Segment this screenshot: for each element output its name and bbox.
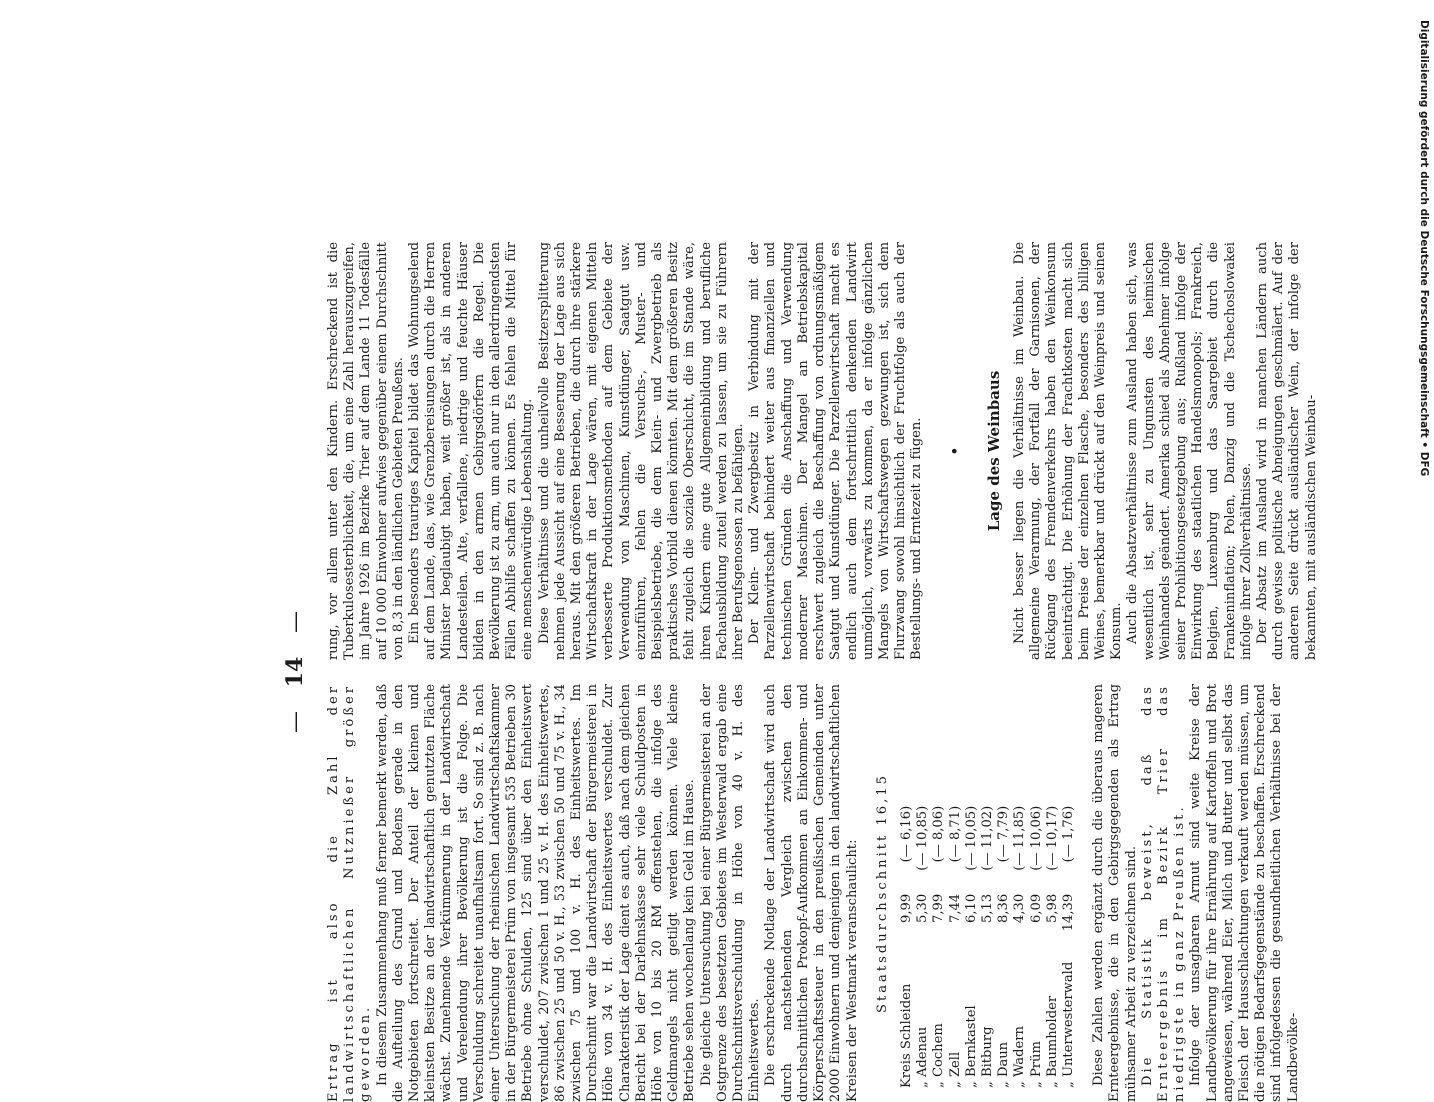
table-cell-diff: (— 8,71)	[947, 805, 963, 863]
stat-title: Staatsdurchschnitt 16,15	[874, 773, 890, 1013]
table-cell-name: „ Cochem	[931, 1023, 947, 1088]
table-row	[915, 802, 931, 1092]
table-cell-value: 9,99	[898, 893, 914, 923]
table-cell-diff: (— 10,17)	[1044, 805, 1060, 871]
right-paragraph-5: Nicht besser liegen die Verhältnisse im Weinbau. Die allgemeine Verarmung, der Fortfall der Garnisonen, der Rückgang des Fremdenverkehrs haben den Weinkonsum beeinträchtigt. Die Erhöhung der Frachtkosten macht sich beim Preise der einzelnen Flasche, besonders des billigen Weines, bemerkbar und drückt auf den Weinpreis und seinen Konsum.	[1011, 242, 1125, 660]
table-cell-value: 5,13	[979, 893, 995, 923]
table-cell-name: „ Wadern	[1012, 1026, 1028, 1088]
left-paragraph-7: Infolge der unsagbaren Armut sind weite Kreise der Landbevölkerung für ihre Ernährung auf Kartoffeln und Brot angewiesen, während Eier, Milch und Butter und selbst das Fleisch der Hausschlachtungen verkauft werden müssen, um die nötigen Bedarfsgegenstände zu beschaffen. Erschreckend sind infolgedessen die gesundheitlichen Verhältnisse bei der Landbevölke-	[1188, 684, 1301, 1102]
right-paragraph-7: Der Absatz im Ausland wird in manchen Ländern auch durch gewisse politische Abneigungen geschmälert. Auf der anderen Seite drückt ausländischer Wein, der infolge der bekannten, mit ausländischen Weinbau-	[1254, 242, 1319, 660]
table-row	[1029, 802, 1045, 1092]
page-header	[282, 242, 322, 1102]
table-cell-name: „ Baumholder	[1044, 995, 1060, 1088]
tax-table	[899, 802, 1077, 1092]
right-paragraph-6: Auch die Absatzverhältnisse zum Ausland haben sich, was wesentlich ist, sehr zu Ungunsten des heimischen Weinhandels geändert. Amerika schied als Abnehmer infolge seiner Prohibitionsgesetzgebung aus; Rußland infolge der Einwirkung des staatlichen Handelsmonopols; Frankreich, Belgien, Luxemburg und das Saargebiet durch die Frankeninflation; Polen, Danzig und die Tschechoslowakei infolge ihrer Zollverhältnisse.	[1125, 242, 1254, 660]
right-paragraph-2: Ein besonders trauriges Kapitel bildet das Wohnungselend auf dem Lande, das, wie Grenzbereisungen durch die Herren Minister beglaubigt haben, weit größer ist, als in anderen Landesteilen. Alte, verfallene, niedrige und feuchte Häuser bilden in den armen Gebirgsdörfern die Regel. Die Bevölkerung ist zu arm, um auch nur in den allerdringendsten Fällen Abhilfe schaffen zu können. Es fehlen die Mittel für eine menschenwürdige Lebenshaltung.	[407, 242, 536, 660]
table-row	[1012, 802, 1028, 1092]
table-cell-diff: (— 1,76)	[1060, 805, 1076, 863]
table-cell-diff: (— 10,05)	[963, 805, 979, 871]
table-row	[964, 802, 980, 1092]
table-cell-value: 6,09	[1028, 893, 1044, 923]
table-cell-value: 7,44	[947, 893, 963, 923]
separator-dot: •	[947, 446, 963, 456]
table-cell-value: 8,36	[996, 893, 1012, 923]
table-cell-name: „ Bernkastel	[963, 1005, 979, 1088]
table-row	[996, 802, 1012, 1092]
left-paragraph-4: Die erschreckende Notlage der Landwirtschaft wird auch durch nachstehenden Vergleich zwischen den durchschnittlichen Prokopf-Aufkommen an Einkommen- und Körperschaftssteuer in den preußischen Gemeinden unter 2000 Einwohnern und demjenigen in den landwirtschaftlichen Kreisen der Westmark veranschaulicht:	[763, 684, 860, 1102]
left-paragraph-1: Ertrag ist also die Zahl der landwirtschaftlichen Nutznießer größer geworden.	[326, 684, 374, 1102]
table-row	[980, 802, 996, 1092]
table-cell-diff: (— 10,06)	[1028, 805, 1044, 871]
right-paragraph-1: rung, vor allem unter den Kindern. Erschreckend ist die Tuberkulosesterblichkeit, die, um eine Zahl herauszugreifen, im Jahre 1926 im Bezirke Trier auf dem Lande 11 Todesfälle auf 10 000 Einwohner aufwies gegenüber einem Durchschnitt von 8,3 in den ländlichen Gebieten Preußens.	[326, 242, 406, 660]
right-paragraph-3: Diese Verhältnisse und die unheilvolle Besitzersplitterung nehmen jede Aussicht auf eine Besserung der Lage aus sich heraus. Mit den größeren Betrieben, die durch ihre stärkere Wirtschaftskraft in der Lage wären, mit eigenen Mitteln verbesserte Produktionsmethoden auf dem Gebiete der Verwendung von Maschinen, Kunstdünger, Saatgut usw. einzuführen, fehlen die Versuchs-, Muster- und Beispielsbetriebe, die dem Klein- und Zwergbetrieb als praktisches Vorbild dienen könnten. Mit dem größeren Besitz fehlt zugleich die soziale Oberschicht, die im Stande wäre, ihren Kindern eine gute Allgemeinbildung und berufliche Fachausbildung zuteil werden zu lassen, um sie zu Führern ihrer Berufsgenossen zu befähigen.	[536, 242, 747, 660]
table-cell-name: „ Adenau	[915, 1026, 931, 1088]
table-cell-value: 7,99	[931, 893, 947, 923]
left-paragraph-5: Diese Zahlen werden ergänzt durch die überaus mageren Ernteergebnisse, die in den Gebirgsgegenden als Ertrag mühsamer Arbeit zu verzeichnen sind.	[1091, 684, 1139, 1102]
table-cell-name: „ Bitburg	[979, 1026, 995, 1088]
table-cell-diff: (— 11,85)	[1012, 805, 1028, 871]
right-column	[326, 242, 1434, 660]
table-cell-value: 5,98	[1044, 893, 1060, 923]
table-cell-name: „ Daun	[996, 1041, 1012, 1088]
table-cell-diff: (— 7,79)	[996, 805, 1012, 863]
table-cell-diff: (— 8,06)	[931, 805, 947, 863]
header-dash-right: —	[283, 611, 308, 634]
table-cell-name: „ Prüm	[1028, 1041, 1044, 1088]
left-paragraph-6: Die Statistik beweist, daß das Ernteergebnis im Bezirk Trier das niedrigste in ganz Preußen ist.	[1139, 684, 1188, 1102]
table-cell-diff: (— 10,85)	[915, 805, 931, 871]
document-page	[282, 242, 1434, 1102]
table-cell-value: 5,30	[915, 893, 931, 923]
left-paragraph-3: Die gleiche Untersuchung bei einer Bürgermeisterei an der Ostgrenze des besetzten Gebietes im Westerwald ergab eine Durchschnittsverschuldung in Höhe von 40 v. H. des Einheitswertes.	[698, 684, 763, 1102]
table-cell-diff: (— 11,02)	[979, 805, 995, 871]
table-cell-name: Kreis Schleiden	[898, 983, 914, 1088]
left-column	[326, 684, 1434, 1102]
table-row	[1045, 802, 1061, 1092]
table-row	[1061, 802, 1077, 1092]
page-number: 14	[282, 656, 308, 688]
table-cell-value: 4,30	[1012, 893, 1028, 923]
table-cell-diff: (— 6,16)	[898, 805, 914, 863]
table-row	[948, 802, 964, 1092]
right-paragraph-4: Der Klein- und Zwergbesitz in Verbindung mit der Parzellenwirtschaft behindert weiter aus finanziellen und technischen Gründen die Anschaffung und Verwendung moderner Maschinen. Der Mangel an Betriebskapital erschwert zugleich die Beschaffung von ordnungsmäßigem Saatgut und Kunstdünger. Die Parzellenwirtschaft macht es endlich auch dem fortschrittlich denkenden Landwirt unmöglich, vorwärts zu kommen, da er infolge gänzlichen Mangels von Wirtschaftswegen gezwungen ist, sich dem Flurzwang sowohl hinsichtlich der Fruchtfolge als auch der Bestellungs- und Erntezeit zu fügen.	[747, 242, 925, 660]
header-dash-left: —	[283, 710, 308, 733]
table-row	[931, 802, 947, 1092]
table-cell-value: 14,39	[1060, 893, 1076, 932]
left-paragraph-2: In diesem Zusammenhang muß ferner bemerkt werden, daß die Aufteilung des Grund und Bodens gerade in den Notgebieten fortschreitet. Der Anteil der kleinen und kleinsten Besitze an der landwirtschaftlich genutzten Fläche wächst. Zunehmende Verkümmerung in der Landwirtschaft und Verelendung ihrer Bevölkerung ist die Folge. Die Verschuldung schreitet unaufhaltsam fort. So sind z. B. nach einer Untersuchung der rheinischen Landwirtschaftskammer in der Bürgermeisterei Prüm von insgesamt 535 Betrieben 30 Betriebe ohne Schulden, 125 sind über den Einheitswert verschuldet, 207 zwischen 1 und 25 v. H. des Einheitswertes, 86 zwischen 25 und 50 v. H., 53 zwischen 50 und 75 v. H., 34 zwischen 75 und 100 v. H. des Einheitswertes. Im Durchschnitt war die Landwirtschaft der Bürgermeisterei in Höhe von 34 v. H. des Einheitswertes verschuldet. Zur Charakteristik der Lage dient es auch, daß nach dem gleichen Bericht bei der Darlehnskasse sehr viele Schuldposten in Höhe von 10 bis 20 RM offenstehen, die infolge des Geldmangels nicht getilgt werden können. Viele kleine Betriebe sehen wochenlang kein Geld im Hause.	[374, 684, 698, 1102]
section-heading: Lage des Weinbaus	[984, 370, 1003, 532]
table-cell-name: „ Unterwesterwald	[1060, 961, 1076, 1088]
table-row	[899, 802, 915, 1092]
table-cell-value: 6,10	[963, 893, 979, 923]
table-cell-name: „ Zell	[947, 1051, 963, 1088]
dfg-funding-text: Digitalisierung gefördert durch die Deutsche Forschungsgemeinschaft • DFG	[1418, 20, 1430, 477]
